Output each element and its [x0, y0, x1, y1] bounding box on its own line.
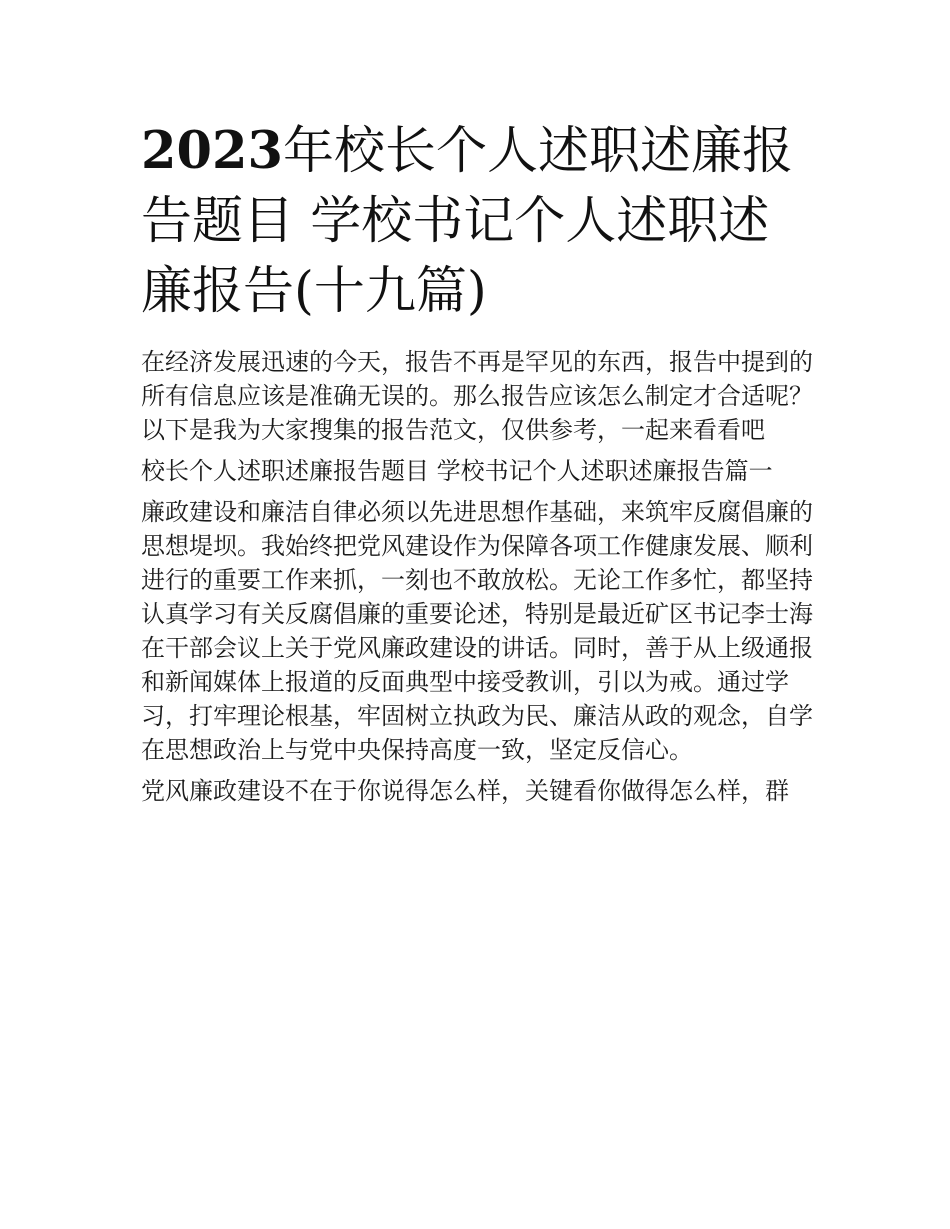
document-title — [141, 116, 813, 327]
title-year: 2023 — [141, 121, 283, 181]
section-heading: 校长个人述职述廉报告题目 学校书记个人述职述廉报告篇一 — [141, 457, 773, 485]
title-text: 年校长个人述职述廉报告题目 学校书记个人述职述廉报告(十九篇) — [141, 122, 793, 321]
document-body — [141, 116, 813, 815]
body-paragraph-2: 党风廉政建设不在于你说得怎么样，关键看你做得怎么样，群 — [141, 777, 789, 805]
body-paragraph-1: 廉政建设和廉洁自律必须以先进思想作基础，来筑牢反腐倡廉的思想堤坝。我始终把党风建设作为保障各项工作健康发展、顺利进行的重要工作来抓，一刻也不敢放松。无论工作多忙，都坚持认真学习有关反腐倡廉的重要论述，特别是最近矿区书记李士海在干部会议上关于党风廉政建设的讲话。同时，善于从上级通报和新闻媒体上报道的反面典型中接受教训，引以为戒。通过学习，打牢理论根基，牢固树立执政为民、廉洁从政的观念，自学在思想政治上与党中央保持高度一致，坚定反信心。 — [141, 498, 813, 764]
intro-paragraph: 在经济发展迅速的今天，报告不再是罕见的东西，报告中提到的所有信息应该是准确无误的。那么报告应该怎么制定才合适呢？以下是我为大家搜集的报告范文，仅供参考，一起来看看吧 — [141, 348, 813, 444]
